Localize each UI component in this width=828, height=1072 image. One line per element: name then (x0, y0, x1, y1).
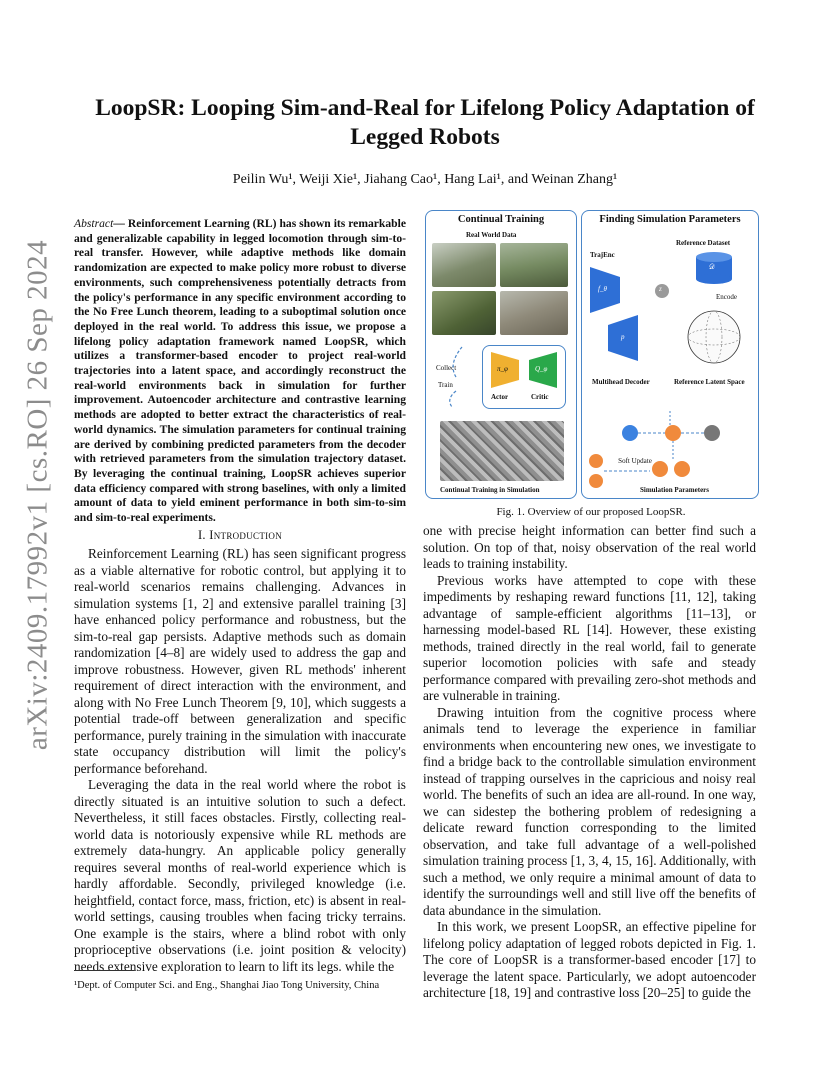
actor-critic-box (482, 345, 566, 409)
latent-sphere-icon (686, 309, 742, 365)
critic-symbol: Q_φ (535, 365, 548, 373)
paragraph: Leveraging the data in the real world where the robot is directly situated is an intuitive solution to such a defect. Nevertheless, it still faces obstacles. Firstly, collecting real-world data is notoriously expensive while RL methods are extremely data-hungry. An applicable policy generally requires several months of real-world experience which is hardly affordable. Secondly, privileged knowledge (i.e. heightfield, contact force, mass, friction, etc) is absent in real-world settings, causing troubles when facing tricky terrains. One example is the stairs, where a blind robot with only proprioceptive observations (i.e. joint position & velocity) needs extensive exploration to learn to lift its legs. while the (74, 777, 406, 974)
finding-sim-params-panel (581, 210, 759, 499)
abstract-label: Abstract (74, 217, 114, 230)
collect-label: Collect (436, 364, 457, 372)
simulation-parameters-label: Simulation Parameters (640, 486, 710, 494)
train-label: Train (438, 381, 453, 389)
f-theta-symbol: f_θ (598, 285, 607, 293)
encode-label: Encode (716, 293, 737, 301)
actor-symbol: π_φ (497, 365, 508, 373)
critic-label: Critic (531, 393, 549, 401)
real-world-photo (432, 243, 496, 287)
cycle-arrows (426, 339, 486, 409)
panel-title: Continual Training (457, 214, 545, 225)
paper-title: LoopSR: Looping Sim-and-Real for Lifelong Policy Adaptation of Legged Robots (95, 95, 755, 150)
figure-1 (425, 210, 757, 500)
arxiv-stamp: arXiv:2409.17992v1 [cs.RO] 26 Sep 2024 (21, 239, 54, 751)
paragraph: Previous works have attempted to cope with these impediments by reshaping reward functions [11, 12], taking advantage of sample-efficient algorithms [11–13], or harnessing model-based RL [14]. However, these existing methods, trained directly in the real world, fail to generate superior locomotion policies with safe and steady performance compared with prevailing zero-shot methods and are vulnerable in training. (423, 572, 756, 703)
abstract-text: — Reinforcement Learning (RL) has shown its remarkable and generalizable capability in legged locomotion through sim-to-real transfer. However, while adaptive methods like domain randomization are expected to make policy more robust to diverse environments, such comprehensiveness potentially detracts from the policy's performance in any specific environment according to the No Free Lunch theorem, leading to a suboptimal solution once deployed in the real world. To address this issue, we propose a lifelong policy adaptation framework named LoopSR, which utilizes a transformer-based encoder to project real-world trajectories into a latent space, and accordingly reconstruct the real-world environments back in simulation for further improvement. Autoencoder architecture and contrastive learning methods are adopted to better extract the characteristics of real-world dynamics. The simulation parameters for continual training are derived by combining predicted parameters from the decoder with retrieved parameters from the simulation trajectory dataset. By leveraging the continual training, LoopSR achieves superior data efficiency compared with strong baselines, with only a limited amount of data to yield eminent performance in both sim-to-sim and sim-to-real experiments. (74, 217, 406, 525)
authors: Peilin Wu¹, Weiji Xie¹, Jiahang Cao¹, Hang Lai¹, and Weinan Zhang¹ (232, 172, 618, 187)
continual-training-panel (425, 210, 577, 499)
real-world-data-label: Real World Data (466, 231, 517, 239)
paragraph: Reinforcement Learning (RL) has seen significant progress as a viable alternative for robotic control, but applying it to real-world scenarios remains challenging. Advances in simulation systems [1, 2] and extensive parallel training [3] have enhanced policy performance and robustness, but the sim-to-real gap persists. Adaptive methods such as domain randomization [4–8] are widely used to address the gap and improve robustness. However, given RL methods' inherent requirement of direct interaction with the environment, and along with No Free Lunch Theorem [9, 10], which suggests a potential trade-off between generalization and specific performance, purely training in the simulation with inaccurate state occupancy distribution will limit the policy's performance beforehand. (74, 546, 406, 776)
multihead-decoder-label: Multihead Decoder (592, 378, 650, 386)
real-world-photo (432, 291, 496, 335)
parameter-nodes (582, 391, 758, 501)
d-symbol: 𝒟 (709, 263, 715, 271)
actor-label: Actor (491, 393, 509, 401)
soft-update-label: Soft Update (618, 457, 652, 465)
footnote: ¹Dept. of Computer Sci. and Eng., Shanghai Jiao Tong University, China (74, 980, 380, 991)
paragraph: one with precise height information can better find such a solution. On top of that, noisy observation of the real world leads to training instability. (423, 523, 756, 571)
reference-dataset-label: Reference Dataset (676, 239, 731, 247)
real-world-photo (500, 291, 568, 335)
z-symbol: z (659, 285, 662, 293)
latent-z-node (654, 283, 670, 299)
bottom-left-label: Continual Training in Simulation (440, 486, 540, 494)
left-column-body (74, 546, 406, 975)
panel-title: Finding Simulation Parameters (599, 214, 741, 225)
trajenc-label: TrajEnc (590, 251, 615, 259)
section-heading: I. Introduction (197, 528, 283, 542)
footnote-rule (74, 970, 134, 971)
paragraph: In this work, we present LoopSR, an effective pipeline for lifelong policy adaptation of legged robots depicted in Fig. 1. The core of LoopSR is a transformer-based encoder [17] to leverage the latent space. Particularly, we adopt autoencoder architecture [18, 19] and contrastive loss [20–25] to guide the (423, 919, 756, 1000)
simulation-terrain-image (440, 421, 564, 481)
abstract (74, 217, 406, 526)
figure-caption: Fig. 1. Overview of our proposed LoopSR. (496, 506, 686, 518)
p-symbol: p (621, 333, 625, 341)
right-column-body (423, 523, 756, 1002)
paragraph: Drawing intuition from the cognitive process where animals tend to leverage the experience in familiar environments when encountering new ones, we investigate to find a bridge back to the controllable simulation environment instead of trapping ourselves in the capricious and noisy real world. The benefits of such an idea are all-round. In one way, we can sidestep the bothering problem of redesigning a delicate reward function corresponding to the limited observation, and take full advantage of a well-polished simulation training process [1, 3, 4, 15, 16]. Additionally, with such a method, we only require a minimal amount of data to identify the surroundings well and still live off the benefits of data abundance in the simulation. (423, 704, 756, 918)
real-world-photo (500, 243, 568, 287)
reference-latent-space-label: Reference Latent Space (674, 378, 745, 386)
